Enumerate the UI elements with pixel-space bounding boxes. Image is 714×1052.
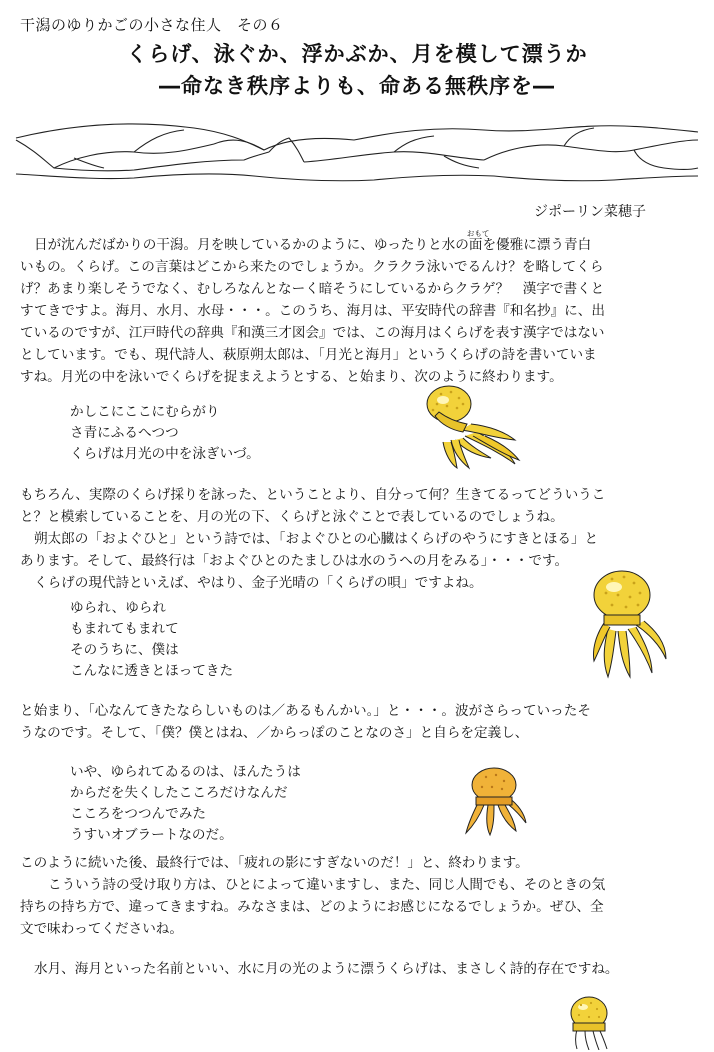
paragraph-5 bbox=[20, 958, 696, 980]
text-line: としています。でも、現代詩人、萩原朔太郎は、「月光と海月」というくらげの詩を書いていま bbox=[20, 347, 597, 363]
poem-line: ゆられ、ゆられ bbox=[70, 600, 166, 616]
text-line: 文で味わってくださいね。 bbox=[20, 921, 183, 937]
poem-line: そのうちに、僕は bbox=[70, 642, 179, 658]
text-line: こういう詩の受け取り方は、ひとによって違いますし、また、同じ人間でも、そのときの気 bbox=[48, 877, 606, 893]
poem-line: さ青にふるへつつ bbox=[70, 425, 179, 441]
paragraph-3 bbox=[20, 700, 696, 744]
jellyfish-illustration-2 bbox=[582, 565, 674, 683]
poem-line: こころをつつんでみた bbox=[70, 806, 206, 822]
jellyfish-illustration-3 bbox=[462, 765, 530, 837]
tidal-flat-landscape-drawing bbox=[14, 110, 700, 198]
author-name: ジポーリン菜穂子 bbox=[534, 204, 646, 220]
text-line: と始まり、「心なんてきたならしいものは／あるもんかい。」と・・・。波がさらっていったそ bbox=[20, 703, 591, 719]
jellyfish-illustration-4 bbox=[565, 995, 615, 1050]
text-line: あります。そして、最終行は「およぐひとのたましひは水のうへの月をみる」・・・です。 bbox=[20, 553, 569, 569]
paragraph-4 bbox=[20, 852, 696, 940]
text-line: このように続いた後、最終行では、「疲れの影にすぎないのだ！」と、終わります。 bbox=[20, 855, 529, 871]
text-line: くらげの現代詩といえば、やはり、金子光晴の「くらげの唄」ですよね。 bbox=[34, 575, 483, 591]
text-line: もちろん、実際のくらげ採りを詠った、ということより、自分って何？生きてるってどういうこ bbox=[20, 487, 606, 503]
text-line: 水月、海月といった名前といい、水に月の光のように漂うくらげは、まさしく詩的存在ですね。 bbox=[34, 961, 619, 977]
poem-line: からだを失くしたこころだけなんだ bbox=[70, 785, 288, 801]
text-line: 朔太郎の「およぐひと」という詩では、「およぐひとの心臓はくらげのやうにすきとほる」と bbox=[34, 531, 599, 547]
article-subtitle: ―命なき秩序よりも、命ある無秩序を― bbox=[159, 74, 555, 98]
poem-oblate bbox=[70, 762, 301, 846]
intro-paragraph bbox=[20, 229, 696, 388]
text-line: げ？あまり楽しそうでなく、むしろなんとなーく暗そうにしているからクラゲ？ 漢字で書くと bbox=[20, 281, 605, 297]
text-line: すね。月光の中を泳いでくらげを捉まえようとする、と始まり、次のように終わります。 bbox=[20, 369, 563, 385]
poem-line: もまれてもまれて bbox=[70, 621, 179, 637]
poem-line: うすいオブラートなのだ。 bbox=[70, 827, 233, 843]
series-title: 干潟のゆりかごの小さな住人 その６ bbox=[20, 16, 284, 34]
text-line: うなのです。そして、「僕？僕とはね、／からっぽのことなのさ」と自らを定義し、 bbox=[20, 725, 529, 741]
poem-jellyfish-song bbox=[70, 598, 233, 682]
text-line: ているのですが、江戸時代の辞典『和漢三才図会』では、この海月はくらげを表す漢字ではない bbox=[20, 325, 605, 341]
article-title: くらげ、泳ぐか、浮かぶか、月を模して漂うか bbox=[126, 42, 588, 66]
text-line: いもの。くらげ。この言葉はどこから来たのでしょうか。クラクラ泳いでるんけ？を略してくら bbox=[20, 259, 604, 275]
text-line: と？と模索していることを、月の光の下、くらげと泳ぐことで表しているのでしょうね。 bbox=[20, 509, 564, 525]
text-line: 日が沈んだばかりの干潟。月を映しているかのように、ゆったりと水の おもて 面を優雅に漂う青白 bbox=[20, 234, 696, 256]
poem-line: こんなに透きとほってきた bbox=[70, 663, 234, 679]
jellyfish-illustration-1 bbox=[415, 380, 535, 476]
poem-line: かしこにここにむらがり bbox=[70, 404, 220, 420]
text-line: 持ちの持ち方で、違ってきますね。みなさまは、どのようにお感じになるでしょうか。ぜひ、全 bbox=[20, 899, 604, 915]
poem-line: くらげは月光の中を泳ぎいづ。 bbox=[70, 446, 260, 462]
ruby-word: おもて 面 bbox=[466, 229, 490, 253]
poem-line: いや、ゆられてゐるのは、ほんたうは bbox=[70, 764, 301, 780]
text-line: すてきですよ。海月、水月、水母・・・。このうち、海月は、平安時代の辞書『和名抄』に、出 bbox=[20, 303, 605, 319]
poem-moonlight-jellyfish bbox=[70, 402, 260, 465]
